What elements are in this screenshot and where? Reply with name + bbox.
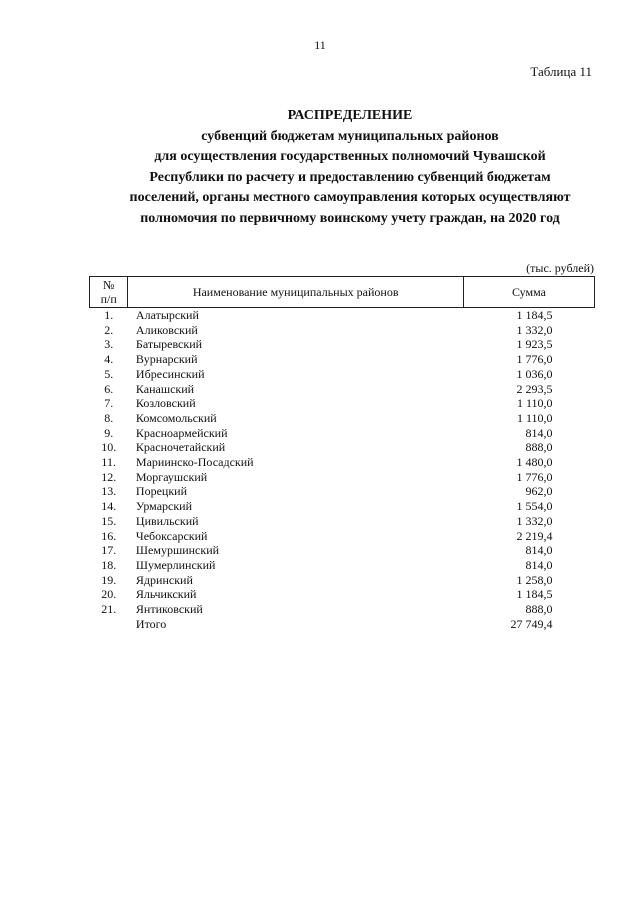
table-row xyxy=(90,337,595,352)
row-num: 14. xyxy=(101,499,117,514)
table-row xyxy=(90,455,595,470)
table-row xyxy=(90,367,595,382)
row-num: 7. xyxy=(104,396,114,411)
header-num xyxy=(90,277,128,308)
row-district-name: Мариинско-Посадский xyxy=(135,455,254,470)
row-num: 13. xyxy=(101,484,117,499)
row-district-name: Чебоксарский xyxy=(135,528,208,543)
row-sum: 1 110,0 xyxy=(516,410,553,425)
row-sum: 1 923,5 xyxy=(516,337,553,352)
table-row xyxy=(90,308,595,323)
row-num: 12. xyxy=(101,469,117,484)
row-num xyxy=(90,617,128,632)
table-row xyxy=(90,558,595,573)
row-num: 5. xyxy=(104,366,114,381)
row-district-name: Комсомольский xyxy=(135,410,217,425)
row-sum: 888,0 xyxy=(525,440,553,455)
row-sum: 2 219,4 xyxy=(516,528,553,543)
row-district-name: Вурнарский xyxy=(135,352,198,367)
row-sum: 1 258,0 xyxy=(516,572,553,587)
header-name: Наименование муниципальных районов xyxy=(128,277,463,308)
row-district-name: Красночетайский xyxy=(135,440,226,455)
row-sum: 1 332,0 xyxy=(516,513,553,528)
table-row xyxy=(90,470,595,485)
table-row xyxy=(90,514,595,529)
row-sum: 1 776,0 xyxy=(516,469,553,484)
row-sum: 2 293,5 xyxy=(516,381,553,396)
row-sum: 814,0 xyxy=(525,557,553,572)
table-row xyxy=(90,529,595,544)
header-num-line2: п/п xyxy=(100,292,117,306)
row-num: 17. xyxy=(101,543,117,558)
table-header-row xyxy=(90,277,595,308)
row-district-name: Шумерлинский xyxy=(135,557,216,572)
row-sum: 1 184,5 xyxy=(516,587,553,602)
row-sum: 1 332,0 xyxy=(516,322,553,337)
table-row xyxy=(90,484,595,499)
title-subtitle: субвенций бюджетам муниципальных районов для осуществления государственных полномочий Чувашской Республики по расчету и предоставлению субвенций бюджетам поселений, органы местного самоуправления которых осуществляют полномочия по первичному воинскому учету граждан, на 2020 год xyxy=(129,128,571,226)
row-num: 21. xyxy=(101,602,117,617)
row-district-name: Ибресинский xyxy=(135,366,205,381)
row-district-name: Цивильский xyxy=(135,513,199,528)
row-sum: 888,0 xyxy=(525,602,553,617)
row-sum: 814,0 xyxy=(525,425,553,440)
row-sum: 1 776,0 xyxy=(516,352,553,367)
table-row xyxy=(90,426,595,441)
row-sum: 962,0 xyxy=(525,484,553,499)
row-sum: 1 036,0 xyxy=(516,366,553,381)
table-total-row xyxy=(90,617,595,632)
row-sum: 27 749,4 xyxy=(510,616,553,631)
row-num: 3. xyxy=(104,337,114,352)
row-num: 20. xyxy=(101,587,117,602)
table-row xyxy=(90,382,595,397)
row-district-name: Аликовский xyxy=(135,322,198,337)
header-num-line1: № xyxy=(102,278,115,292)
row-district-name: Батыревский xyxy=(135,337,203,352)
row-district-name: Порецкий xyxy=(135,484,188,499)
table-row xyxy=(90,573,595,588)
table-row xyxy=(90,396,595,411)
row-num: 15. xyxy=(101,513,117,528)
table-label: Таблица 11 xyxy=(530,64,592,79)
row-num: 8. xyxy=(104,410,114,425)
row-district-name: Урмарский xyxy=(135,499,193,514)
table-body xyxy=(90,308,595,632)
header-sum: Сумма xyxy=(463,277,594,308)
row-district-name: Ядринский xyxy=(135,572,193,587)
row-district-name: Канашский xyxy=(135,381,195,396)
table-row xyxy=(90,499,595,514)
row-num: 1. xyxy=(104,308,114,322)
row-sum: 1 184,5 xyxy=(516,308,553,322)
row-sum: 1 110,0 xyxy=(516,396,553,411)
row-district-name: Шемуршинский xyxy=(135,543,220,558)
row-district-name: Красноармейский xyxy=(135,425,228,440)
row-district-name: Алатырский xyxy=(135,308,199,322)
table-row xyxy=(90,587,595,602)
table-row xyxy=(90,543,595,558)
row-sum: 1 554,0 xyxy=(516,499,553,514)
distribution-table xyxy=(89,276,595,631)
row-num: 10. xyxy=(101,440,117,455)
row-district-name: Козловский xyxy=(135,396,196,411)
row-sum: 1 480,0 xyxy=(516,455,553,470)
table-row xyxy=(90,602,595,617)
row-num: 18. xyxy=(101,557,117,572)
row-num: 2. xyxy=(104,322,114,337)
row-district-name: Итого xyxy=(135,616,167,631)
table-row xyxy=(90,411,595,426)
units-label: (тыс. рублей) xyxy=(526,261,594,275)
table-row xyxy=(90,352,595,367)
row-num: 11. xyxy=(101,455,116,470)
row-num: 16. xyxy=(101,528,117,543)
row-num: 9. xyxy=(104,425,114,440)
title-heading: РАСПРЕДЕЛЕНИЕ xyxy=(287,108,413,123)
row-num: 6. xyxy=(104,381,114,396)
table-row xyxy=(90,323,595,338)
table-row xyxy=(90,440,595,455)
row-district-name: Яльчикский xyxy=(135,587,197,602)
row-district-name: Янтиковский xyxy=(135,602,203,617)
row-district-name: Моргаушский xyxy=(135,469,208,484)
row-num: 19. xyxy=(101,572,117,587)
row-num: 4. xyxy=(104,352,114,367)
page-number: 11 xyxy=(314,38,326,52)
row-sum: 814,0 xyxy=(525,543,553,558)
document-title xyxy=(90,106,610,229)
